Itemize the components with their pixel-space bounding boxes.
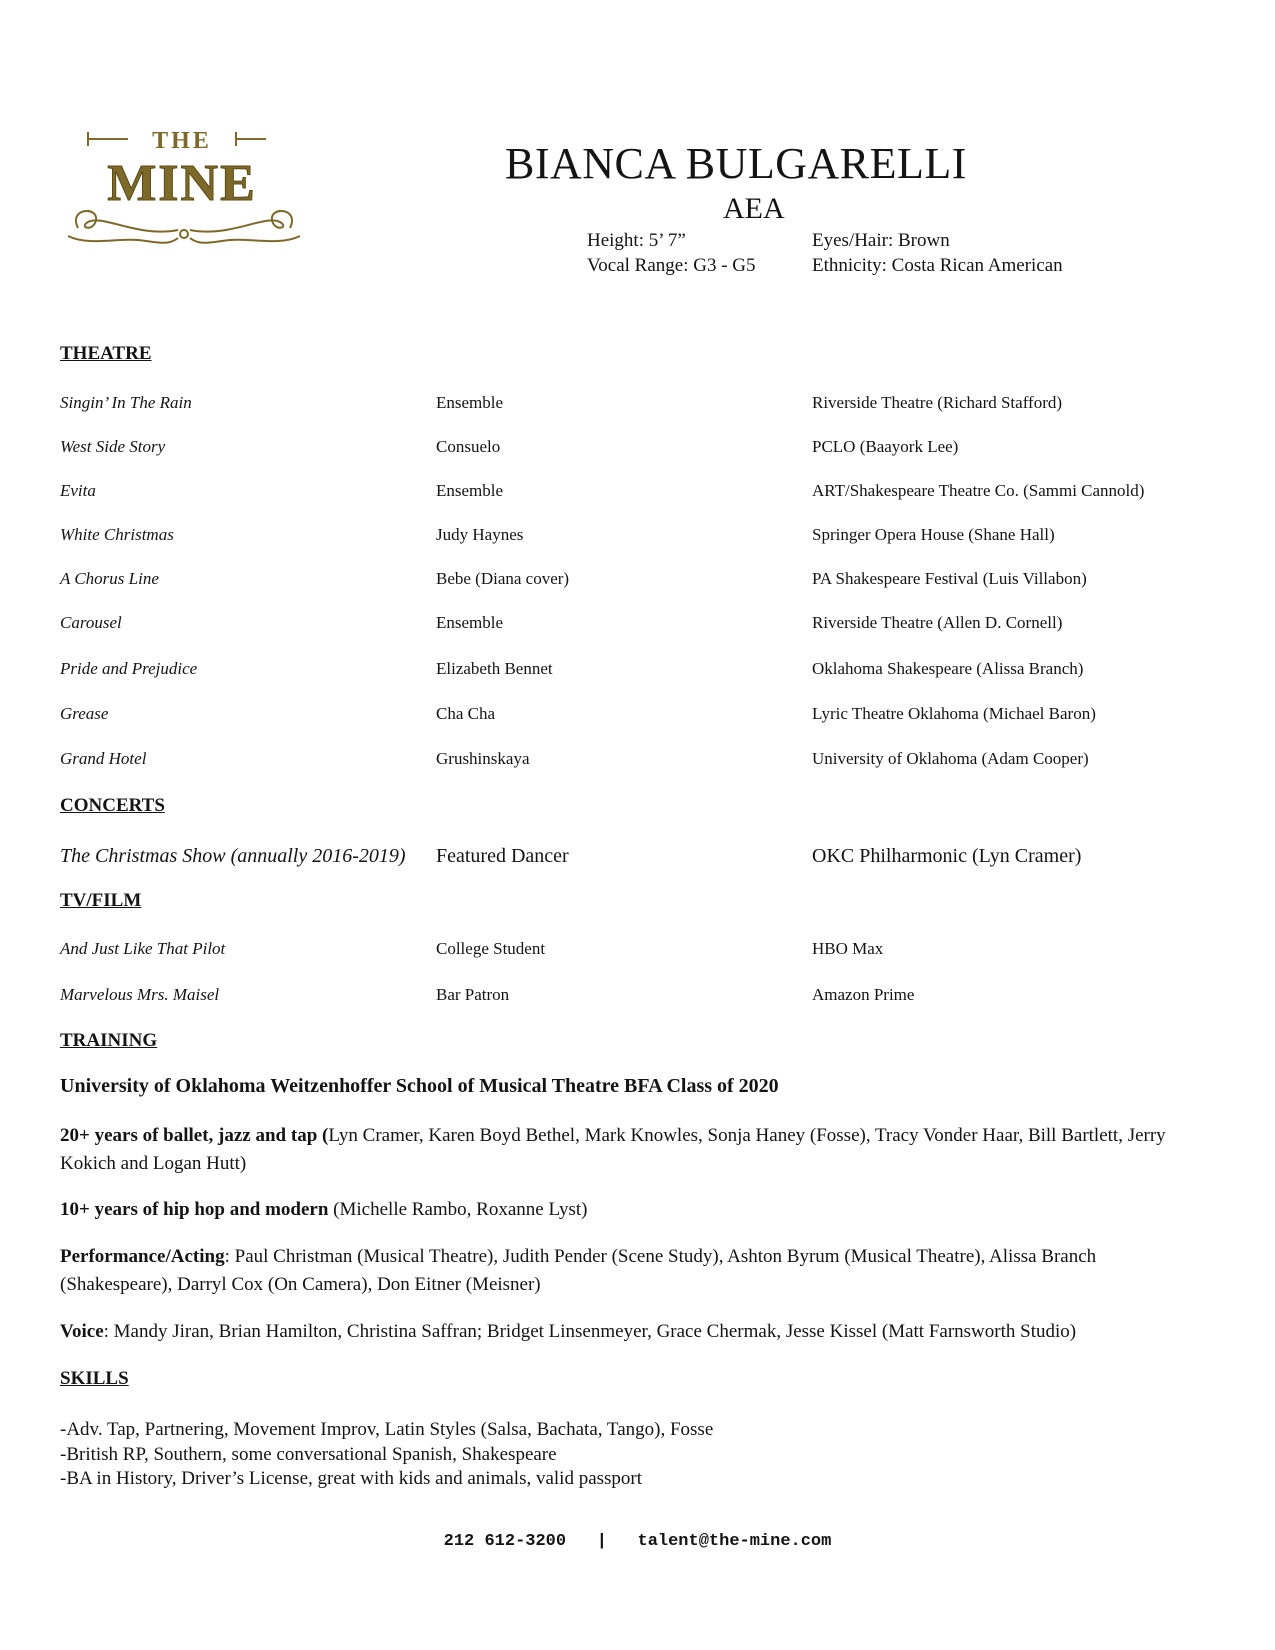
credit-venue: Riverside Theatre (Allen D. Cornell)	[812, 613, 1063, 632]
credit-role: Consuelo	[436, 437, 501, 456]
training-acting	[60, 1243, 1180, 1299]
vocal-range-stat: Vocal Range: G3 - G5	[587, 255, 756, 276]
skill-item: -BA in History, Driver’s License, great with kids and animals, valid passport	[60, 1468, 643, 1489]
contact-email: talent@the-mine.com	[637, 1532, 832, 1551]
credit-title: A Chorus Line	[60, 569, 159, 588]
training-dance-label: 20+ years of ballet, jazz and tap (	[60, 1125, 329, 1146]
training-hiphop-teachers: (Michelle Rambo, Roxanne Lyst)	[328, 1199, 588, 1220]
theatre-credit-row	[0, 659, 1275, 685]
credit-venue: ART/Shakespeare Theatre Co. (Sammi Cannold)	[812, 481, 1145, 500]
credit-venue: Riverside Theatre (Richard Stafford)	[812, 393, 1063, 412]
credit-title: Grease	[60, 704, 109, 723]
tvfilm-credit-row	[0, 985, 1275, 1011]
credit-role: Bebe (Diana cover)	[436, 569, 570, 588]
theatre-credit-row	[0, 569, 1275, 595]
section-heading-training: TRAINING	[60, 1030, 158, 1051]
credit-role: Ensemble	[436, 393, 504, 412]
height-stat: Height: 5’ 7”	[587, 230, 686, 251]
theatre-credit-row	[0, 749, 1275, 775]
training-acting-teachers: : Paul Christman (Musical Theatre), Judith Pender (Scene Study), Ashton Byrum (Musical Theatre), Alissa Branch (Shakespeare), Darryl Cox (On Camera), Don Eitner (Meisner)	[60, 1246, 1097, 1295]
credit-venue: HBO Max	[812, 939, 884, 958]
credit-venue: University of Oklahoma (Adam Cooper)	[812, 749, 1089, 768]
training-voice	[60, 1318, 1180, 1346]
credit-venue: Lyric Theatre Oklahoma (Michael Baron)	[812, 704, 1096, 723]
theatre-credit-row	[0, 613, 1275, 639]
credit-role: Featured Dancer	[436, 845, 569, 867]
credit-venue: PCLO (Baayork Lee)	[812, 437, 959, 456]
mine-logo-graphic	[58, 128, 308, 268]
training-acting-label: Performance/Acting	[60, 1246, 225, 1267]
credit-title: Evita	[60, 481, 96, 500]
credit-venue: Springer Opera House (Shane Hall)	[812, 525, 1055, 544]
training-hiphop-label: 10+ years of hip hop and modern	[60, 1199, 329, 1220]
credit-title: White Christmas	[60, 525, 174, 544]
section-heading-concerts: CONCERTS	[60, 795, 165, 816]
credit-title: Marvelous Mrs. Maisel	[60, 985, 220, 1004]
training-voice-label: Voice	[60, 1321, 104, 1342]
theatre-credit-row	[0, 393, 1275, 419]
training-hiphop	[60, 1196, 1180, 1224]
contact-phone: 212 612-3200	[443, 1532, 567, 1551]
skill-item: -British RP, Southern, some conversational Spanish, Shakespeare	[60, 1443, 557, 1465]
union-affiliation: AEA	[723, 192, 785, 225]
training-dance	[60, 1122, 1180, 1178]
training-voice-teachers: : Mandy Jiran, Brian Hamilton, Christina Saffran; Bridget Linsenmeyer, Grace Chermak, Jesse Kissel (Matt Farnsworth Studio)	[103, 1321, 1077, 1342]
credit-title: Pride and Prejudice	[60, 659, 198, 678]
credit-role: College Student	[436, 939, 546, 958]
skill-item: -Adv. Tap, Partnering, Movement Improv, Latin Styles (Salsa, Bachata, Tango), Fosse	[60, 1419, 714, 1440]
credit-role: Judy Haynes	[436, 525, 524, 544]
credit-role: Bar Patron	[436, 985, 510, 1004]
tvfilm-credit-row	[0, 939, 1275, 965]
section-heading-skills: SKILLS	[60, 1368, 129, 1389]
credit-venue: Oklahoma Shakespeare (Alissa Branch)	[812, 659, 1084, 678]
credit-role: Elizabeth Bennet	[436, 659, 553, 678]
ethnicity-stat: Ethnicity: Costa Rican American	[812, 255, 1063, 276]
section-heading-theatre: THEATRE	[60, 343, 152, 364]
training-dance-teachers: Lyn Cramer, Karen Boyd Bethel, Mark Knowles, Sonja Haney (Fosse), Tracy Vonder Haar, Bill Bartlett, Jerry Kokich and Logan Hutt)	[60, 1125, 1166, 1174]
section-heading-tvfilm: TV/FILM	[60, 890, 142, 911]
credit-title: Carousel	[60, 613, 122, 632]
credit-role: Ensemble	[436, 613, 504, 632]
eyes-hair-stat: Eyes/Hair: Brown	[812, 230, 950, 251]
logo-top-word: THE	[152, 128, 212, 154]
credit-role: Grushinskaya	[436, 749, 530, 768]
contact-separator: |	[596, 1532, 607, 1551]
credit-title: Grand Hotel	[60, 749, 147, 768]
performer-name: BIANCA BULGARELLI	[505, 139, 967, 188]
credit-venue: PA Shakespeare Festival (Luis Villabon)	[812, 569, 1087, 588]
credit-title: The Christmas Show (annually 2016-2019)	[60, 845, 406, 867]
the-mine-logo	[58, 128, 308, 268]
credit-title: And Just Like That Pilot	[60, 939, 226, 958]
skills-list	[60, 1418, 713, 1492]
contact-footer	[0, 1532, 1275, 1551]
credit-venue: OKC Philharmonic (Lyn Cramer)	[812, 845, 1082, 867]
credit-role: Ensemble	[436, 481, 504, 500]
theatre-credit-row	[0, 481, 1275, 507]
theatre-credit-row	[0, 437, 1275, 463]
credit-role: Cha Cha	[436, 704, 496, 723]
logo-main-word: MINE	[107, 155, 257, 212]
training-school: University of Oklahoma Weitzenhoffer School of Musical Theatre BFA Class of 2020	[60, 1075, 779, 1097]
credit-venue: Amazon Prime	[812, 985, 915, 1004]
credit-title: Singin’ In The Rain	[60, 393, 192, 412]
theatre-credit-row	[0, 704, 1275, 730]
theatre-credit-row	[0, 525, 1275, 551]
credit-title: West Side Story	[60, 437, 166, 456]
concert-credit-row	[0, 845, 1275, 871]
